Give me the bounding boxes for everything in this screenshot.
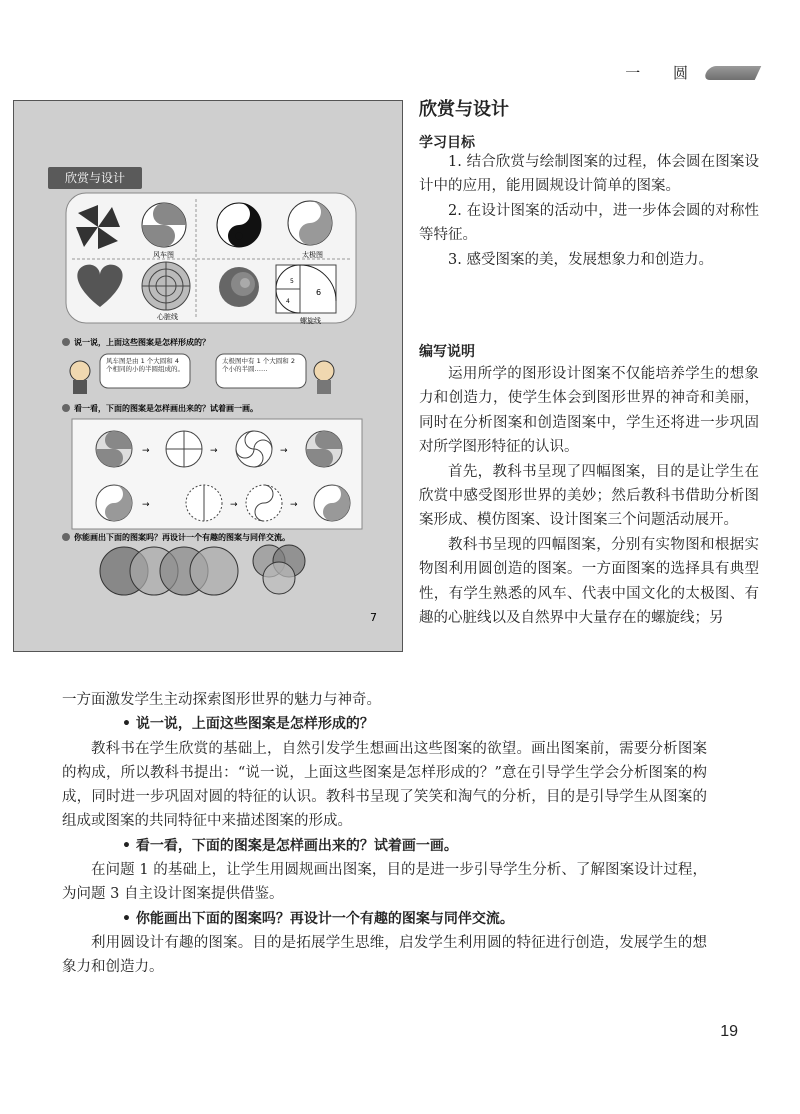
nautilus-shell-icon [219, 267, 259, 307]
continued-text: 一方面激发学生主动探索图形世界的魅力与神奇。 [62, 692, 381, 708]
boy-character-icon [314, 361, 334, 394]
svg-text:→: → [290, 500, 298, 510]
svg-text:→: → [142, 500, 150, 510]
header-tab-decoration [703, 66, 762, 80]
question-3-paragraph: 利用圆设计有趣的图案。目的是拓展学生思维，启发学生利用圆的特征进行创造，发展学生的想象力和创造力。 [62, 934, 707, 976]
notes-paragraph-1: 运用所学的图形设计图案不仅能培养学生的想象力和创造力，使学生体会到图形世界的神奇和美丽，同时在分析图案和创造图案中，学生还将进一步巩固对所学图形特征的认识。 [419, 366, 759, 456]
question-2-heading: • 看一看，下面的图案是怎样画出来的？试着画一画。 [62, 834, 707, 858]
svg-text:→: → [280, 446, 288, 456]
svg-text:→: → [142, 446, 150, 456]
section-title: 欣赏与设计 [419, 99, 509, 120]
overlapping-circles-pattern-icon [100, 547, 238, 595]
svg-text:→: → [210, 446, 218, 456]
cardioid-pattern-icon [142, 262, 190, 310]
svg-text:6: 6 [316, 288, 322, 297]
three-circles-pattern-icon [253, 545, 305, 594]
chapter-title: 一 圆 [625, 64, 702, 82]
goal-2: 2. 在设计图案的活动中，进一步体会圆的对称性等特征。 [419, 202, 759, 244]
taiji-pattern-icon [288, 201, 332, 245]
notes-heading: 编写说明 [419, 344, 475, 360]
notes-body [419, 362, 759, 630]
notes-paragraph-3: 教科书呈现的四幅图案，分别有实物图和根据实物图利用圆创造的图案。一方面图案的选择具有典型性，有学生熟悉的风车、代表中国文化的太极图、有趣的心脏线以及自然界中大量存在的螺旋线；另 [419, 536, 759, 627]
running-header [625, 62, 754, 83]
thumb-page-number: 7 [370, 611, 377, 624]
goals-heading: 学习目标 [419, 135, 475, 151]
caption-taiji: 太极图 [302, 251, 323, 259]
spiral-pattern-icon [276, 265, 336, 313]
goal-1: 1. 结合欣赏与绘制图案的过程，体会圆在图案设计中的应用，能用圆规设计简单的图案。 [419, 154, 759, 195]
taiji-icon [217, 203, 261, 247]
caption-pinwheel: 风车图 [153, 251, 174, 259]
notes-paragraph-2: 首先，教科书呈现了四幅图案，目的是让学生在欣赏中感受图形世界的美妙；然后教科书借助分析图案形成、模仿图案、设计图案三个问题活动展开。 [419, 463, 759, 529]
bubble-right: 太极图中有 1 个大圆和 2 个小的半圆…… [222, 357, 295, 373]
thumb-question-3: 你能画出下面的图案吗？再设计一个有趣的图案与同伴交流。 [74, 533, 290, 542]
thumb-section-label: 欣赏与设计 [48, 167, 142, 189]
bubble-left: 风车图是由 1 个大圆和 4 个相同的小的半圆组成的。 [106, 357, 184, 373]
page-number: 19 [720, 1023, 738, 1040]
thumb-question-1: 说一说，上面这些图案是怎样形成的？ [74, 338, 210, 347]
question-2-paragraph: 在问题 1 的基础上，让学生用圆规画出图案，目的是进一步引导学生分析、了解图案设计过程，为问题 3 自主设计图案提供借鉴。 [62, 862, 707, 903]
question-1-paragraph: 教科书在学生欣赏的基础上，自然引发学生想画出这些图案的欲望。画出图案前，需要分析图案的构成，所以教科书提出：“说一说，上面这些图案是怎样形成的？”意在引导学生学会分析图案的构成，同时进一步巩固对圆的特征的认识。教科书呈现了笑笑和淘气的分析，目的是引导学生从图案的组成或图案的共同特征中来描述图案的形成。 [62, 740, 707, 830]
full-width-body [62, 688, 707, 980]
question-3-heading: • 你能画出下面的图案吗？再设计一个有趣的图案与同伴交流。 [62, 907, 707, 931]
svg-text:→: → [230, 500, 238, 510]
thumb-question-2: 看一看，下面的图案是怎样画出来的？试着画一画。 [74, 404, 258, 413]
pinwheel-pattern-icon [142, 203, 186, 247]
pinwheel-icon [76, 205, 120, 249]
question-1-heading: • 说一说，上面这些图案是怎样形成的？ [62, 712, 707, 736]
goals-list [419, 150, 759, 272]
girl-character-icon [70, 361, 90, 394]
caption-heart: 心脏线 [157, 313, 178, 321]
caption-spiral: 螺旋线 [300, 317, 321, 325]
svg-text:4: 4 [286, 298, 290, 305]
svg-text:5: 5 [290, 278, 294, 285]
goal-3: 3. 感受图案的美，发展想象力和创造力。 [448, 251, 713, 268]
